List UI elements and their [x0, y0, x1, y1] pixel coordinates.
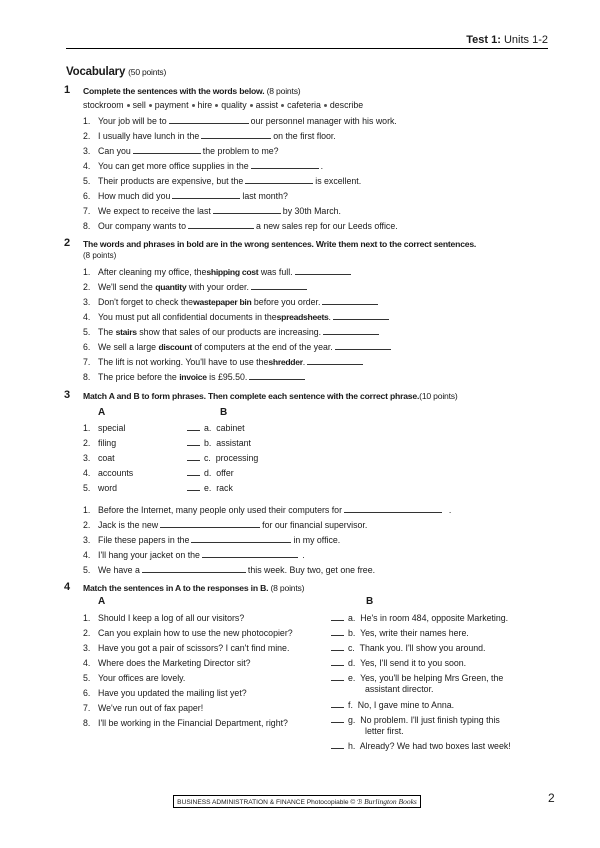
answer-blank[interactable] — [333, 311, 389, 320]
q4-b-item-cont: letter first. — [365, 726, 404, 736]
answer-blank[interactable] — [187, 483, 200, 491]
q1-item: 3. Can you the problem to me? — [83, 146, 279, 156]
q4-b-item-cont: assistant director. — [365, 684, 434, 694]
answer-blank[interactable] — [213, 205, 281, 214]
page-header — [66, 34, 548, 49]
answer-blank[interactable] — [331, 628, 344, 636]
answer-blank[interactable] — [331, 715, 344, 723]
q3-sentence: 2. Jack is the new for our financial supervisor. — [83, 520, 368, 530]
answer-blank[interactable] — [295, 266, 351, 275]
q3-pair-b: a. cabinet — [187, 423, 245, 433]
q4-a-item: 3. Have you got a pair of scissors? I can't find mine. — [83, 643, 290, 653]
q4-b-item: e. Yes, you'll be helping Mrs Green, the — [331, 673, 503, 683]
q1-item: 2. I usually have lunch in the on the first floor. — [83, 131, 336, 141]
q3-pair-row: 2. filing — [83, 438, 117, 448]
q3-column-a-heading: A — [98, 407, 106, 418]
q2-item: 4. You must put all confidential documents in thespreadsheets. — [83, 311, 391, 322]
q4-a-item: 8. I'll be working in the Financial Department, right? — [83, 718, 288, 728]
answer-blank[interactable] — [191, 534, 291, 543]
q2-instruction: The words and phrases in bold are in the wrong sentences. Write them next to the correct sentences. — [83, 239, 477, 249]
q3-pair-b: b. assistant — [187, 438, 251, 448]
bullet-dot-icon — [149, 104, 152, 107]
section-title: Vocabulary (50 points) — [66, 66, 167, 78]
q4-a-item: 4. Where does the Marketing Director sit? — [83, 658, 251, 668]
q2-item: 1. After cleaning my office, theshipping cost was full. — [83, 266, 353, 277]
q1-instruction: Complete the sentences with the words below. (8 points) — [83, 86, 301, 96]
q3-sentence: 4. I'll hang your jacket on the . — [83, 550, 305, 560]
answer-blank[interactable] — [169, 115, 249, 124]
answer-blank[interactable] — [172, 190, 240, 199]
answer-blank[interactable] — [331, 643, 344, 651]
q3-sentence: 1. Before the Internet, many people only used their computers for . — [83, 505, 452, 515]
answer-blank[interactable] — [201, 130, 271, 139]
q2-number: 2 — [64, 237, 71, 249]
answer-blank[interactable] — [188, 220, 254, 229]
q1-item: 6. How much did you last month? — [83, 191, 288, 201]
q1-item: 1. Your job will be to our personnel manager with his work. — [83, 116, 397, 126]
q2-item: 7. The lift is not working. You'll have to use theshredder. — [83, 356, 365, 367]
answer-blank[interactable] — [331, 658, 344, 666]
q4-number: 4 — [64, 581, 71, 593]
q4-b-item: d. Yes, I'll send it to you soon. — [331, 658, 466, 668]
q4-b-item: c. Thank you. I'll show you around. — [331, 643, 485, 653]
q4-column-b-heading: B — [366, 596, 374, 607]
test-title: Test 1: Units 1-2 — [466, 34, 548, 46]
q4-a-item: 7. We've run out of fax paper! — [83, 703, 204, 713]
q3-pair-row: 5. word — [83, 483, 118, 493]
answer-blank[interactable] — [133, 145, 201, 154]
q3-number: 3 — [64, 389, 71, 401]
q1-item: 7. We expect to receive the last by 30th March. — [83, 206, 341, 216]
answer-blank[interactable] — [142, 564, 246, 573]
answer-blank[interactable] — [322, 296, 378, 305]
q3-pair-row: 3. coat — [83, 453, 115, 463]
q3-pair-b: e. rack — [187, 483, 233, 493]
page-number: 2 — [548, 791, 555, 805]
bullet-dot-icon — [215, 104, 218, 107]
bullet-dot-icon — [192, 104, 195, 107]
q2-item: 5. The stairs show that sales of our products are increasing. — [83, 326, 381, 337]
q1-item: 4. You can get more office supplies in the . — [83, 161, 324, 171]
answer-blank[interactable] — [331, 673, 344, 681]
bullet-dot-icon — [250, 104, 253, 107]
answer-blank[interactable] — [187, 438, 200, 446]
answer-blank[interactable] — [335, 341, 391, 350]
q3-pair-b: c. processing — [187, 453, 258, 463]
q4-a-item: 6. Have you updated the mailing list yet? — [83, 688, 247, 698]
q4-column-a-heading: A — [98, 596, 106, 607]
answer-blank[interactable] — [331, 613, 344, 621]
q2-item: 8. The price before the invoice is £95.50. — [83, 371, 307, 382]
q1-item: 8. Our company wants to a new sales rep for our Leeds office. — [83, 221, 398, 231]
answer-blank[interactable] — [249, 371, 305, 380]
publisher-logo-icon: ℬ — [357, 799, 363, 806]
q3-pair-b: d. offer — [187, 468, 234, 478]
q4-b-item: f. No, I gave mine to Anna. — [331, 700, 454, 710]
q4-b-item: b. Yes, write their names here. — [331, 628, 469, 638]
answer-blank[interactable] — [187, 423, 200, 431]
q3-sentence: 5. We have a this week. Buy two, get one free. — [83, 565, 376, 575]
q3-column-b-heading: B — [220, 407, 228, 418]
q4-instruction: Match the sentences in A to the responses in B. (8 points) — [83, 583, 305, 593]
answer-blank[interactable] — [187, 468, 200, 476]
q3-instruction: Match A and B to form phrases. Then complete each sentence with the correct phrase.(10 points) — [83, 391, 458, 401]
bullet-dot-icon — [324, 104, 327, 107]
answer-blank[interactable] — [160, 519, 260, 528]
q1-word-bank: stockroom sell payment hire quality assist cafeteria describe — [83, 100, 364, 110]
q3-pair-row: 4. accounts — [83, 468, 134, 478]
q2-item: 2. We'll send the quantity with your order. — [83, 281, 309, 292]
q4-a-item: 1. Should I keep a log of all our visitors? — [83, 613, 245, 623]
answer-blank[interactable] — [323, 326, 379, 335]
q3-pair-row: 1. special — [83, 423, 126, 433]
q2-item: 3. Don't forget to check thewastepaper bin before you order. — [83, 296, 380, 307]
answer-blank[interactable] — [251, 281, 307, 290]
bullet-dot-icon — [281, 104, 284, 107]
q4-a-item: 5. Your offices are lovely. — [83, 673, 186, 683]
answer-blank[interactable] — [202, 549, 298, 558]
answer-blank[interactable] — [307, 356, 363, 365]
bullet-dot-icon — [127, 104, 130, 107]
answer-blank[interactable] — [245, 175, 313, 184]
answer-blank[interactable] — [344, 504, 442, 513]
q2-item: 6. We sell a large discount of computers at the end of the year. — [83, 341, 393, 352]
answer-blank[interactable] — [331, 741, 344, 749]
q4-b-item: g. No problem. I'll just finish typing this — [331, 715, 500, 725]
copyright-footer: BUSINESS ADMINISTRATION & FINANCE Photocopiable © ℬ Burlington Books — [173, 795, 421, 808]
answer-blank[interactable] — [187, 453, 200, 461]
answer-blank[interactable] — [251, 160, 319, 169]
q3-sentence: 3. File these papers in the in my office. — [83, 535, 341, 545]
answer-blank[interactable] — [331, 700, 344, 708]
q1-item: 5. Their products are expensive, but the is excellent. — [83, 176, 362, 186]
q2-points: (8 points) — [83, 251, 117, 260]
q1-number: 1 — [64, 84, 71, 96]
q4-b-item: h. Already? We had two boxes last week! — [331, 741, 511, 751]
q4-b-item: a. He's in room 484, opposite Marketing. — [331, 613, 508, 623]
q4-a-item: 2. Can you explain how to use the new photocopier? — [83, 628, 293, 638]
